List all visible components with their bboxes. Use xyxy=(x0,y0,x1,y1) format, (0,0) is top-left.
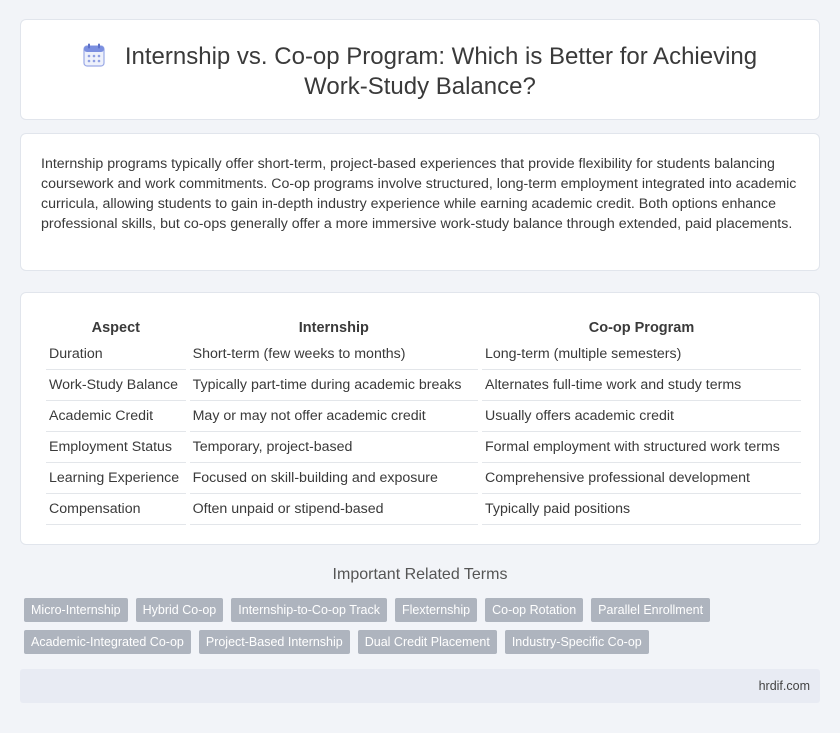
tag-row xyxy=(24,630,824,654)
tag-hybrid-co-op[interactable]: Hybrid Co-op xyxy=(136,598,224,622)
column-header: Co-op Program xyxy=(588,320,695,336)
table-cell: Academic Credit xyxy=(46,401,186,432)
table-row xyxy=(46,401,801,432)
title-card xyxy=(20,19,820,120)
comparison-table xyxy=(42,315,805,525)
table-cell: Typically paid positions xyxy=(482,494,801,525)
table-cell: Learning Experience xyxy=(46,463,186,494)
tag-micro-internship[interactable]: Micro-Internship xyxy=(24,598,128,622)
tag-dual-credit-placement[interactable]: Dual Credit Placement xyxy=(358,630,497,654)
tag-academic-integrated-co-op[interactable]: Academic-Integrated Co-op xyxy=(24,630,191,654)
table-row xyxy=(46,339,801,370)
table-row xyxy=(46,432,801,463)
table-cell: Employment Status xyxy=(46,432,186,463)
table-cell: Alternates full-time work and study terms xyxy=(482,370,801,401)
footer xyxy=(20,669,820,703)
table-cell: Duration xyxy=(46,339,186,370)
footer-site-link[interactable]: hrdif.com xyxy=(758,679,810,693)
table-cell: May or may not offer academic credit xyxy=(190,401,478,432)
table-cell: Comprehensive professional development xyxy=(482,463,801,494)
table-row xyxy=(46,463,801,494)
tag-co-op-rotation[interactable]: Co-op Rotation xyxy=(485,598,583,622)
comparison-card xyxy=(20,292,820,545)
tag-internship-to-co-op-track[interactable]: Internship-to-Co-op Track xyxy=(231,598,387,622)
table-cell: Focused on skill-building and exposure xyxy=(190,463,478,494)
table-cell: Work-Study Balance xyxy=(46,370,186,401)
tag-project-based-internship[interactable]: Project-Based Internship xyxy=(199,630,350,654)
table-cell: Usually offers academic credit xyxy=(482,401,801,432)
tag-industry-specific-co-op[interactable]: Industry-Specific Co-op xyxy=(505,630,649,654)
table-cell: Short-term (few weeks to months) xyxy=(190,339,478,370)
column-header: Internship xyxy=(298,320,369,336)
summary-text: Internship programs typically offer short-term, project-based experiences that provide flexibility for students balancing coursework and work commitments. Co-op programs involve structured, long-term employment integrated into academic curricula, allowing students to gain in-depth industry experience while earning academic credit. Both options enhance professional skills, but co-ops generally offer a more immersive work-study balance through extended, paid placements. xyxy=(41,156,797,232)
table-row xyxy=(46,494,801,525)
related-terms-heading: Important Related Terms xyxy=(332,566,508,583)
table-row xyxy=(46,370,801,401)
tag-parallel-enrollment[interactable]: Parallel Enrollment xyxy=(591,598,710,622)
table-cell: Temporary, project-based xyxy=(190,432,478,463)
tag-row xyxy=(24,598,824,622)
page-title-text: Internship vs. Co-op Program: Which is Better for Achieving Work-Study Balance? xyxy=(124,43,758,100)
column-header: Aspect xyxy=(91,320,140,336)
table-header-row xyxy=(46,315,801,339)
related-terms xyxy=(24,598,824,662)
table-cell: Often unpaid or stipend-based xyxy=(190,494,478,525)
table-cell: Typically part-time during academic breaks xyxy=(190,370,478,401)
table-cell: Compensation xyxy=(46,494,186,525)
summary-card xyxy=(20,133,820,271)
tag-flexternship[interactable]: Flexternship xyxy=(395,598,477,622)
table-cell: Formal employment with structured work terms xyxy=(482,432,801,463)
table-cell: Long-term (multiple semesters) xyxy=(482,339,801,370)
calendar-icon xyxy=(83,43,105,67)
page-title xyxy=(21,42,819,102)
